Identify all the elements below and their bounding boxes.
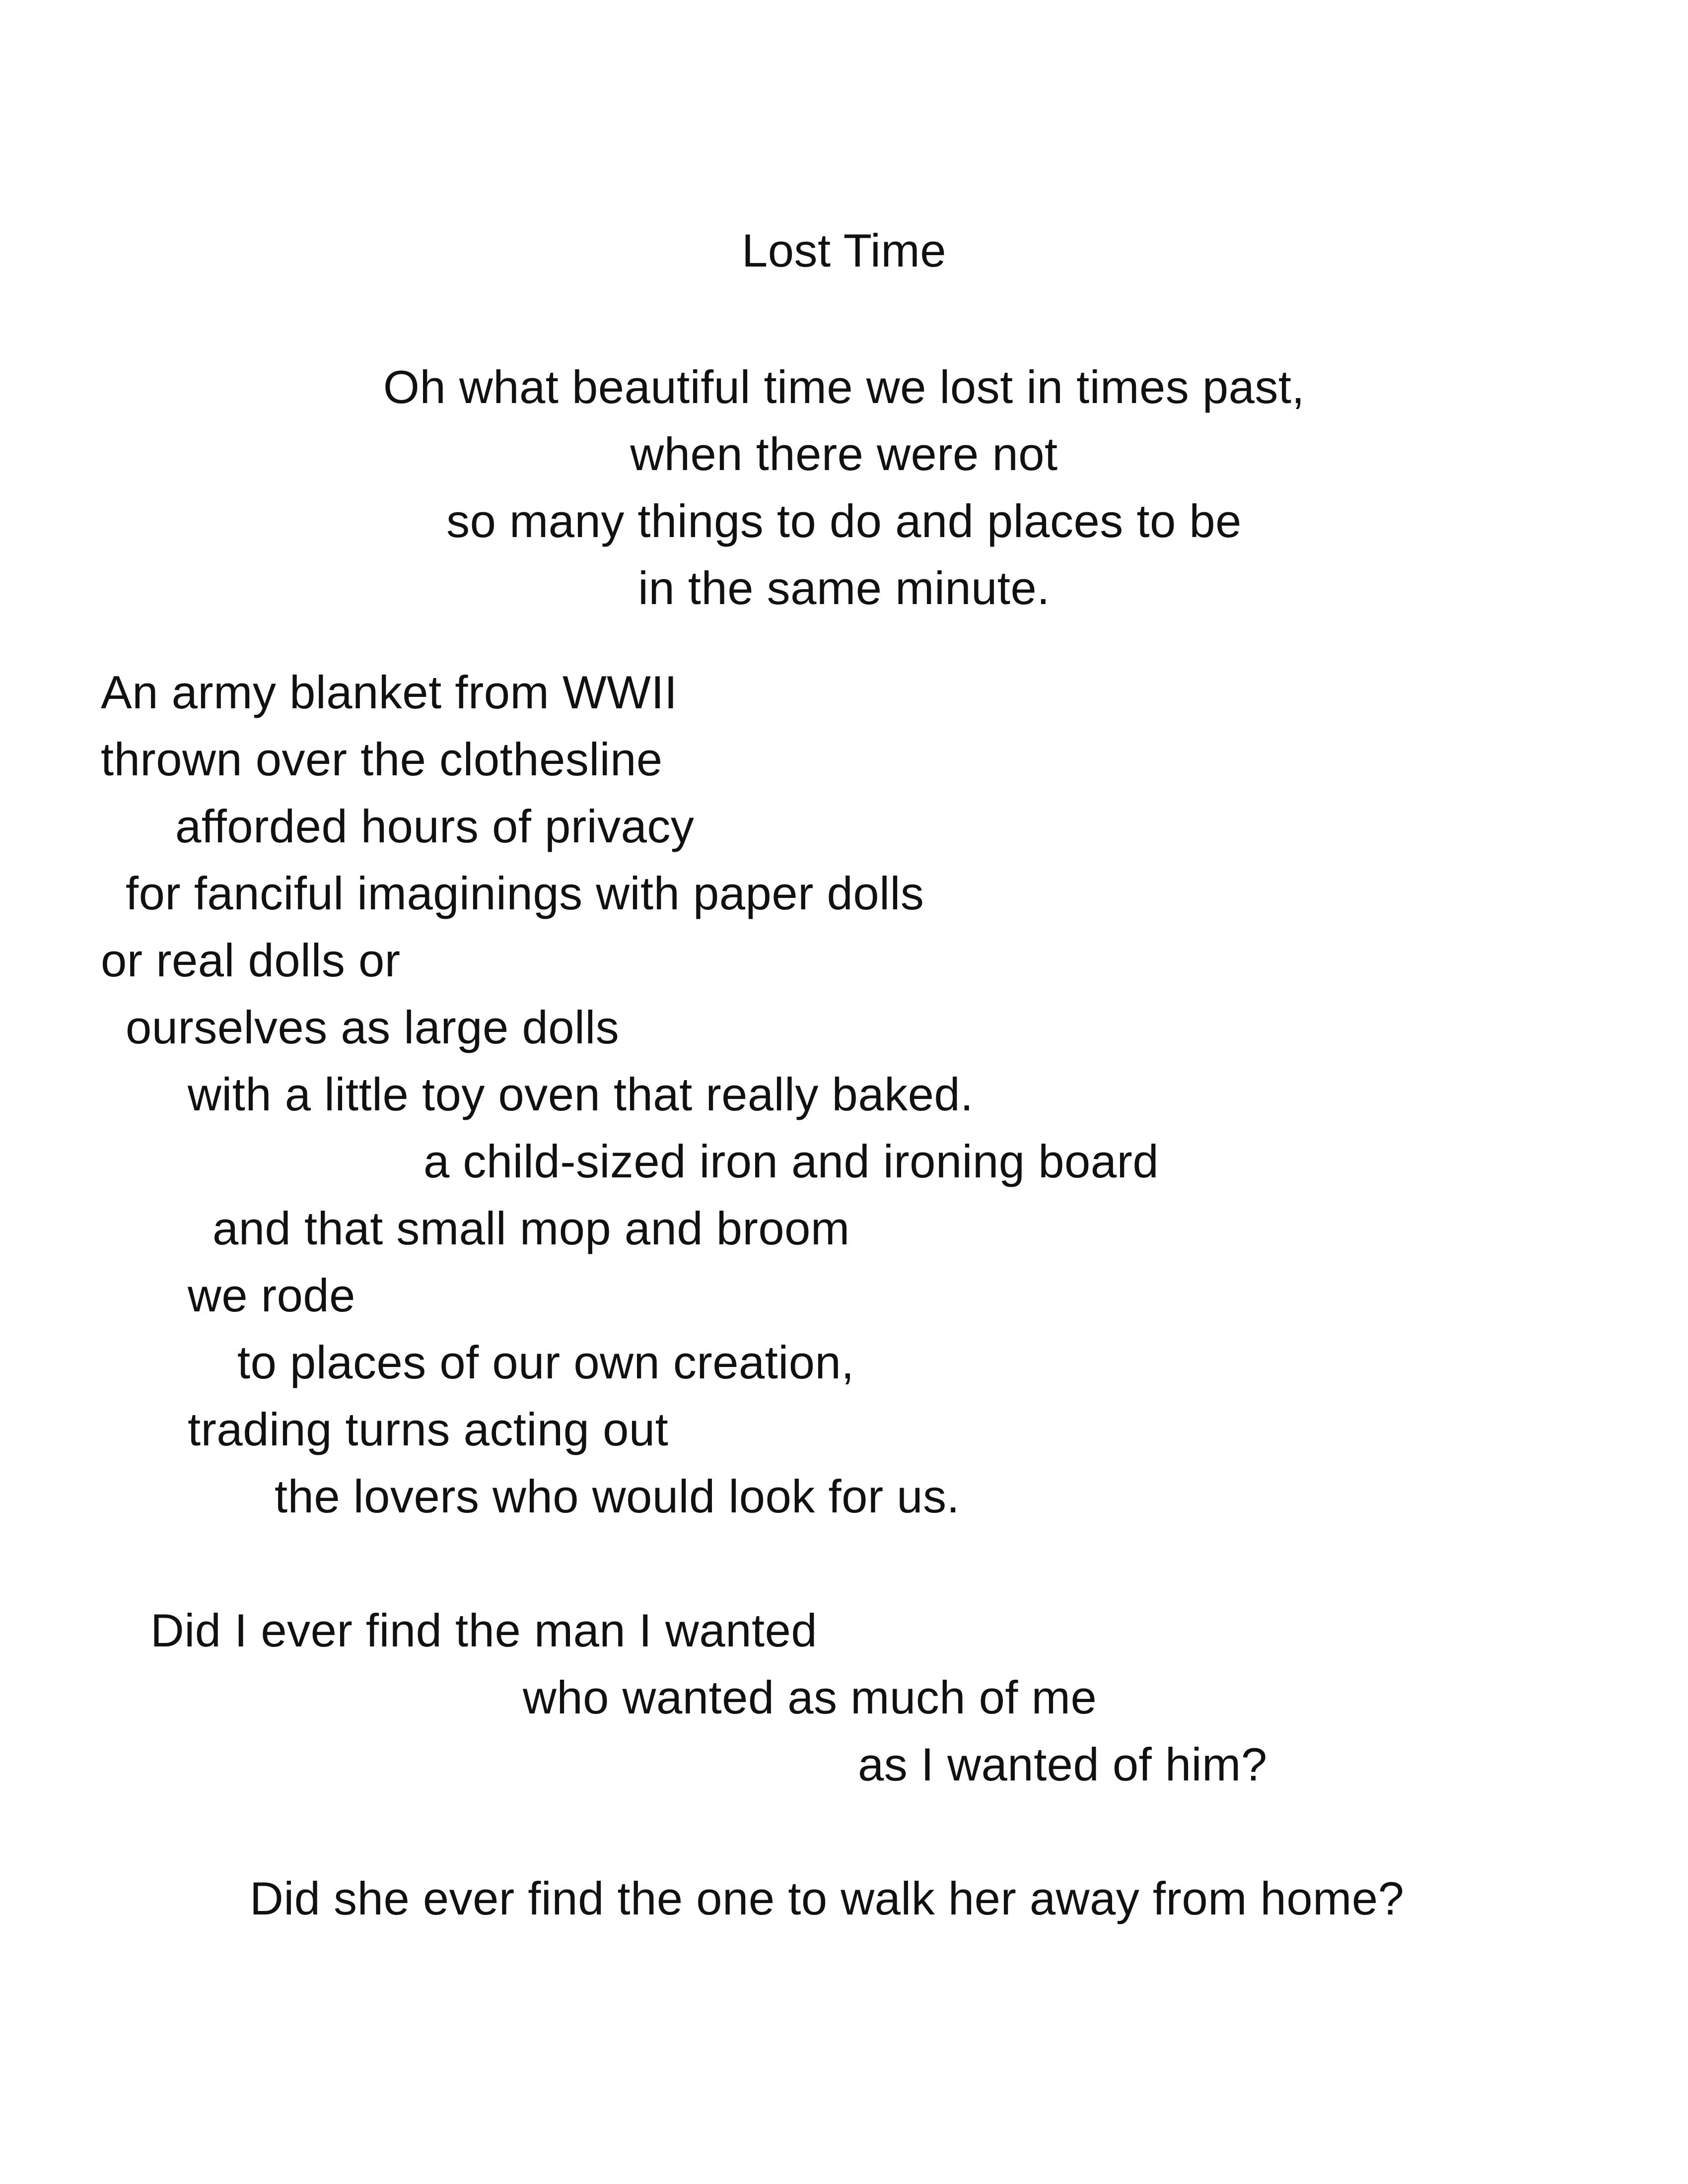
- stanza2-line-10: we rode: [188, 1269, 355, 1321]
- stanza2-line-3: afforded hours of privacy: [175, 800, 695, 852]
- stanza1-line-3: so many things to do and places to be: [446, 495, 1242, 547]
- stanza1-line-4: in the same minute.: [638, 562, 1050, 614]
- stanza3-line-1: Did I ever find the man I wanted: [150, 1604, 818, 1656]
- stanza2-line-9: and that small mop and broom: [212, 1202, 850, 1254]
- stanza2-line-5: or real dolls or: [101, 934, 401, 986]
- stanza2-line-7: with a little toy oven that really baked.: [188, 1068, 974, 1120]
- poem-title: Lost Time: [742, 224, 946, 276]
- stanza2-line-1: An army blanket from WWII: [101, 666, 678, 718]
- stanza2-line-8: a child-sized iron and ironing board: [423, 1135, 1159, 1187]
- stanza3-line-2: who wanted as much of me: [523, 1671, 1097, 1723]
- stanza2-line-2: thrown over the clothesline: [101, 733, 663, 785]
- stanza4-line-1: Did she ever find the one to walk her away from home?: [250, 1872, 1405, 1924]
- stanza2-line-13: the lovers who would look for us.: [275, 1470, 960, 1522]
- stanza1-line-1: Oh what beautiful time we lost in times past,: [383, 361, 1305, 413]
- stanza3-line-3: as I wanted of him?: [858, 1738, 1267, 1790]
- stanza2-line-6: ourselves as large dolls: [126, 1001, 620, 1053]
- stanza2-line-12: trading turns acting out: [188, 1403, 669, 1455]
- stanza1-line-2: when there were not: [630, 428, 1058, 480]
- stanza2-line-11: to places of our own creation,: [237, 1336, 854, 1388]
- stanza2-line-4: for fanciful imaginings with paper dolls: [126, 867, 924, 919]
